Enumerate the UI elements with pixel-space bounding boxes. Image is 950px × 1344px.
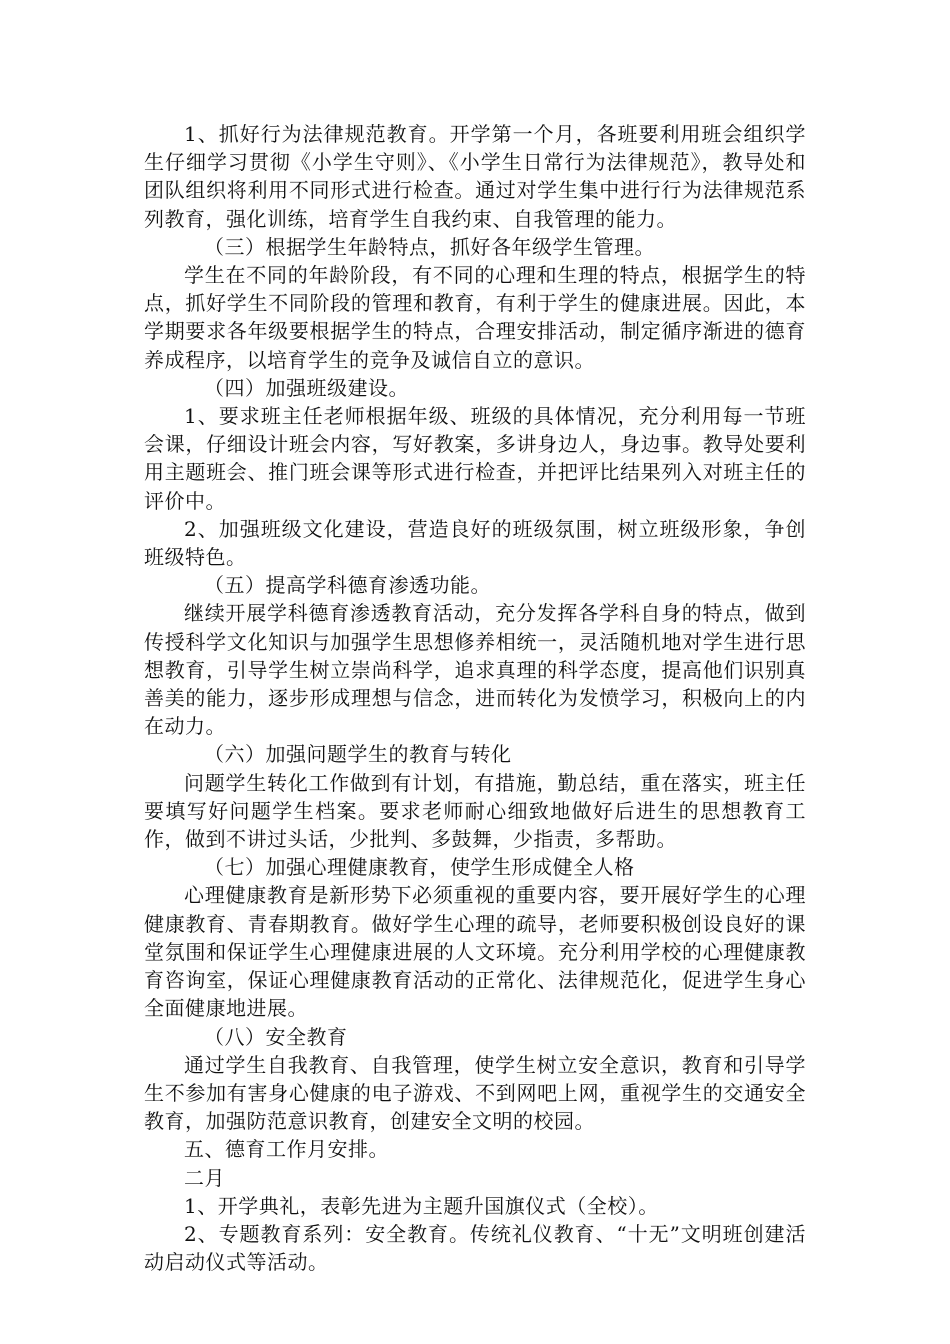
paragraph-monthly-schedule: 五、德育工作月安排。 [184, 1137, 389, 1162]
section-heading-7: （七）加强心理健康教育，使学生形成健全人格 [204, 855, 635, 880]
paragraph-special-education: 2、专题教育系列：安全教育。传统礼仪教育、“十无”文明班创建活动启动仪式等活动。 [144, 1221, 806, 1275]
paragraph-problem-students: 问题学生转化工作做到有计划，有措施，勤总结，重在落实，班主任要填写好问题学生档案。要求老师耐心细致地做好后进生的思想教育工作，做到不讲过头话，少批判、多鼓舞，少指责，多帮助。 [144, 770, 806, 852]
paragraph-class-culture: 2、加强班级文化建设，营造良好的班级氛围，树立班级形象，争创班级特色。 [144, 516, 806, 570]
paragraph-february: 二月 [184, 1165, 225, 1190]
paragraph-safety: 通过学生自我教育、自我管理，使学生树立安全意识，教育和引导学生不参加有害身心健康的电子游戏、不到网吧上网，重视学生的交通安全教育，加强防范意识教育，创建安全文明的校园。 [144, 1052, 806, 1134]
paragraph-age-characteristics: 学生在不同的年龄阶段，有不同的心理和生理的特点，根据学生的特点，抓好学生不同阶段的管理和教育，有利于学生的健康进展。因此，本学期要求各年级要根据学生的特点，合理安排活动，制定循序渐进的德育养成程序，以培育学生的竞争及诚信自立的意识。 [144, 263, 806, 372]
paragraph-class-meeting: 1、要求班主任老师根据年级、班级的具体情况，充分利用每一节班会课，仔细设计班会内容，写好教案，多讲身边人，身边事。教导处要利用主题班会、推门班会课等形式进行检查，并把评比结果列入对班主任的评价中。 [144, 404, 806, 513]
section-heading-5: （五）提高学科德育渗透功能。 [204, 573, 491, 598]
section-heading-8: （八）安全教育 [204, 1024, 348, 1049]
section-heading-4: （四）加强班级建设。 [204, 375, 409, 400]
paragraph-subject-moral: 继续开展学科德育渗透教育活动，充分发挥各学科自身的特点，做到传授科学文化知识与加强学生思想修养相统一，灵活随机地对学生进行思想教育，引导学生树立崇尚科学，追求真理的科学态度，提高他们识别真善美的能力，逐步形成理想与信念，进而转化为发愤学习，积极向上的内在动力。 [144, 601, 806, 739]
section-heading-3: （三）根据学生年龄特点，抓好各年级学生管理。 [204, 234, 655, 259]
paragraph-opening-ceremony: 1、开学典礼，表彰先进为主题升国旗仪式（全校）。 [184, 1193, 659, 1218]
paragraph-mental-health: 心理健康教育是新形势下必须重视的重要内容，要开展好学生的心理健康教育、青春期教育。做好学生心理的疏导，老师要积极创设良好的课堂氛围和保证学生心理健康进展的人文环境。充分利用学校的心理健康教育咨询室，保证心理健康教育活动的正常化、法律规范化，促进学生身心全面健康地进展。 [144, 883, 806, 1021]
document-page [144, 120, 806, 1276]
paragraph-behavior-norms: 1、抓好行为法律规范教育。开学第一个月，各班要利用班会组织学生仔细学习贯彻《小学生守则》、《小学生日常行为法律规范》，教导处和团队组织将利用不同形式进行检查。通过对学生集中进行行为法律规范系列教育，强化训练，培育学生自我约束、自我管理的能力。 [144, 122, 806, 231]
section-heading-6: （六）加强问题学生的教育与转化 [204, 742, 512, 767]
